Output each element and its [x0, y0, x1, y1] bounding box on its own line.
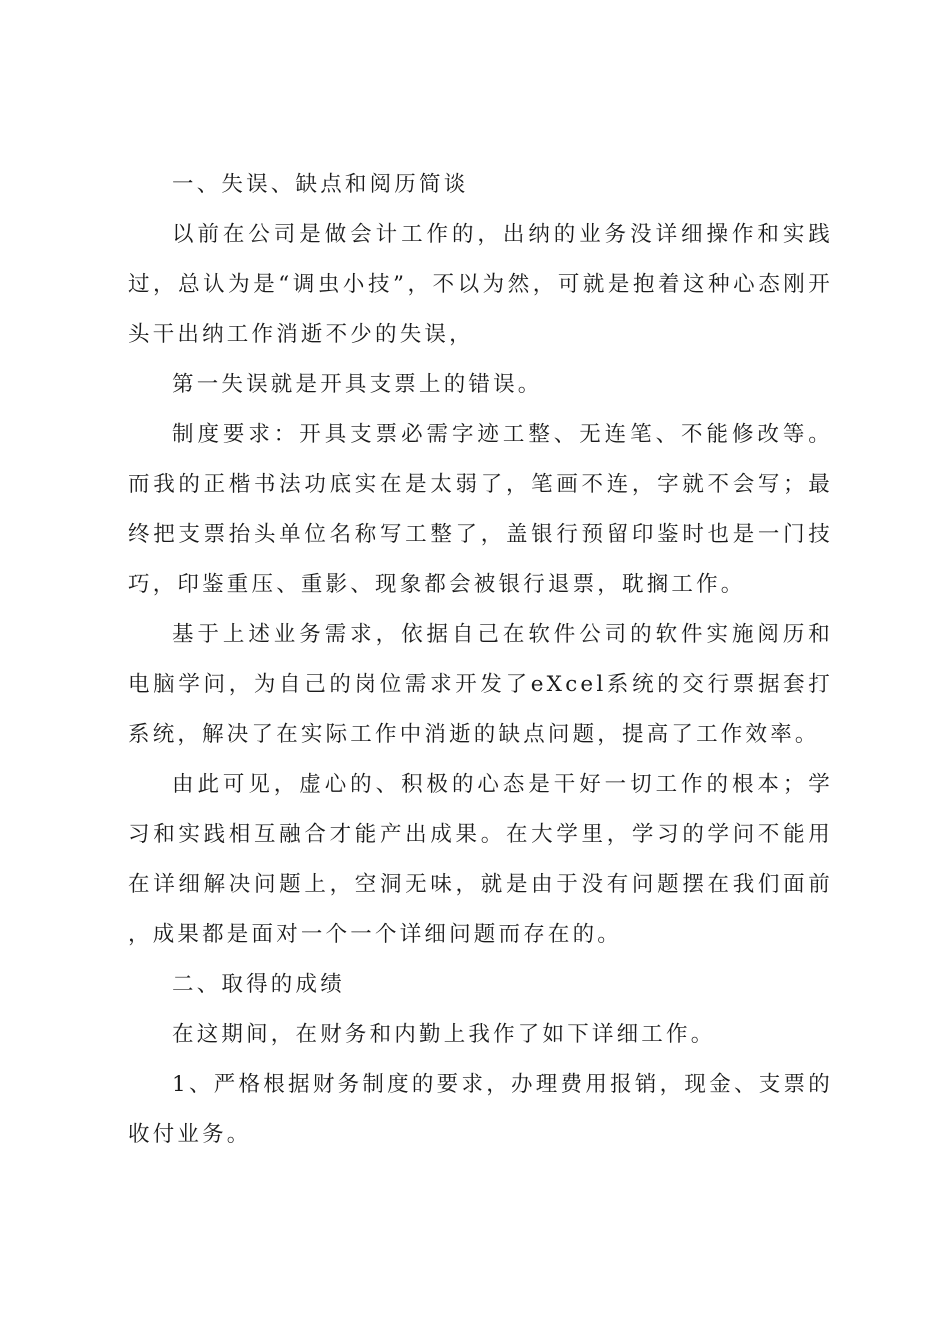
section-heading-1: 一、失误、缺点和阅历简谈: [172, 172, 469, 197]
paragraph-6: 在这期间，在财务和内勤上我作了如下详细工作。: [172, 1022, 716, 1047]
paragraph-2: 第一失误就是开具支票上的错误。: [172, 372, 543, 397]
paragraph-1: 以前在公司是做会计工作的，出纳的业务没详细操作和实践过，总认为是“调虫小技”，不以为然，可就是抱着这种心态刚开头干出纳工作消逝不少的失误，: [128, 222, 833, 347]
paragraph-4: 基于上述业务需求，依据自己在软件公司的软件实施阅历和电脑学问，为自己的岗位需求开发了eXcel系统的交行票据套打系统，解决了在实际工作中消逝的缺点问题，提高了工作效率。: [128, 622, 833, 747]
paragraph-3: 制度要求：开具支票必需字迹工整、无连笔、不能修改等。而我的正楷书法功底实在是太弱了，笔画不连，字就不会写；最终把支票抬头单位名称写工整了，盖银行预留印鉴时也是一门技巧，印鉴重压、重影、现象都会被银行退票，耽搁工作。: [128, 422, 833, 597]
paragraph-5: 由此可见，虚心的、积极的心态是干好一切工作的根本；学习和实践相互融合才能产出成果。在大学里，学习的学问不能用在详细解决问题上，空洞无味，就是由于没有问题摆在我们面前，成果都是面对一个一个详细问题而存在的。: [128, 772, 833, 947]
document-body: [128, 160, 833, 1160]
paragraph-7: 1、严格根据财务制度的要求，办理费用报销，现金、支票的收付业务。: [128, 1072, 833, 1147]
section-heading-2: 二、取得的成绩: [172, 972, 345, 997]
